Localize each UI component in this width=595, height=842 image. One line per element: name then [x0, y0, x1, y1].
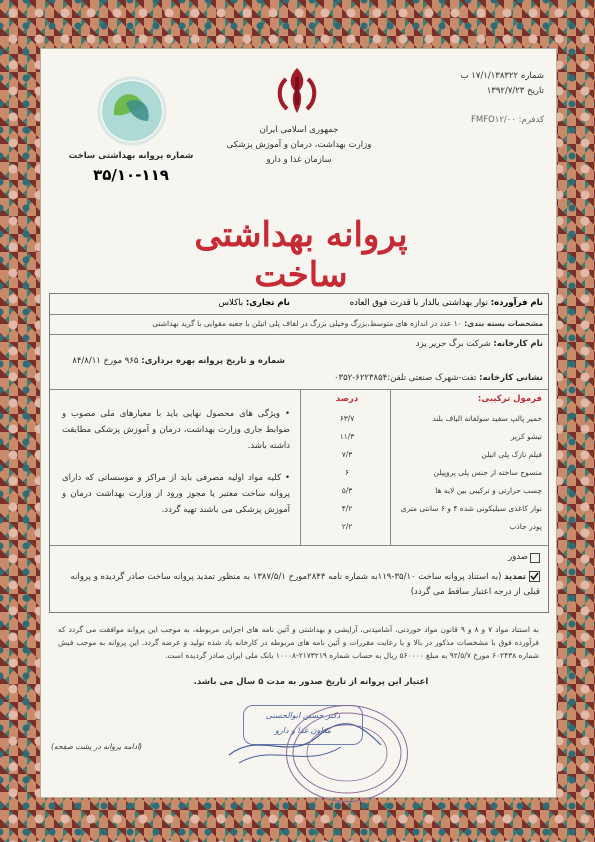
- left-title: شماره پروانه بهداشتی ساخت: [68, 151, 194, 161]
- official-seal-icon: [286, 705, 408, 802]
- product-row: [308, 298, 543, 308]
- ingredient-pct-1: ۶۳/۷: [339, 414, 355, 423]
- number-label: شماره: [520, 71, 544, 81]
- factory-value: شرکت برگ حریر یزد: [415, 339, 491, 349]
- divider: [50, 389, 548, 390]
- renew-row: [60, 570, 540, 600]
- law-text: به استناد مواد ۷ و ۸ و ۹ قانون مواد خوردنی، آشامیدنی، آرایشی و بهداشتی و آئین نامه های اجرایی مربوطه، به موجب این پروانه موافقت می گردد که فرآورده فوق با مشخصات مذکور در بالا و با رعایت مقررات و آئین نامه های مربوطه در کارخانه یاد شده تولید و عرضه گردد. این پروانه به موجب فیش شماره ۶۰۲۴۳۸ مورخ ۹۲/۵/۷ به مبلغ ۵۶۰۰۰۰ ریال به حساب شماره ۲۱۷۳۲۱۹-۱۰۰۰۸ بانک ملی ایران صادر گردیده است.: [58, 625, 540, 660]
- left-number: ۳۵/۱۰-۱۱۹: [93, 166, 169, 184]
- formula-label: فرمول ترکیبی:: [477, 394, 542, 404]
- column-divider: [300, 389, 302, 545]
- details-table: [49, 293, 549, 613]
- signature-name: دکتر حسین ابوالحسنی: [265, 711, 341, 720]
- ingredient-name-6: نوار کاغذی سیلیکونی شده ۴ و ۶ سانتی متری: [400, 504, 542, 513]
- back-note: (ادامه پروانه در پشت صفحه): [51, 742, 143, 751]
- reference-block: [426, 69, 544, 128]
- code-label: کدفرم:: [518, 115, 544, 125]
- ministry-line-3: سازمان غذا و دارو: [266, 155, 332, 165]
- percent-label: درصد: [335, 394, 359, 404]
- packaging-value: ۱۰ عدد در اندازه های متوسط،بزرگ وخیلی بزرگ در لفاف پلی اتیلن با جعبه مقوایی با گرید بهداشتی: [152, 319, 462, 328]
- issue-checkbox: [530, 553, 540, 563]
- ingredient-pct-6: ۴/۲: [341, 504, 353, 513]
- ministry-logo-icon: [94, 73, 170, 149]
- date-row: [426, 84, 544, 99]
- issue-row: [460, 552, 540, 562]
- check-icon: [530, 572, 539, 581]
- brand-label: نام تجاری:: [245, 298, 290, 308]
- address-label: نشانی کارخانه:: [479, 373, 543, 383]
- ingredient-name-5: چسب حرارتی و ترکیبی بین لایه ها: [435, 486, 542, 495]
- note-1: • ویژگی های محصول نهایی باید با معیارهای ملی مصوب و ضوابط جاری وزارت بهداشت، درمان و آموزش پزشکی مطابقت داشته باشد.: [62, 409, 290, 451]
- renew-label: تمدید: [504, 572, 526, 582]
- brand-value: باکلاس: [218, 298, 244, 308]
- ingredient-pct-4: ۶: [344, 468, 350, 477]
- validity-text: اعتبار این پروانه از تاریخ صدور به مدت ۵ سال می باشد.: [193, 677, 429, 687]
- code-row: [426, 113, 544, 128]
- ministry-header: [189, 123, 409, 168]
- divider: [50, 545, 548, 546]
- percent-divider: [390, 389, 392, 545]
- date-value: ۱۳۹۲/۷/۲۳: [486, 86, 525, 96]
- divider: [50, 314, 548, 315]
- certificate-title: پروانه بهداشتی ساخت: [194, 215, 408, 295]
- iran-emblem-icon: [269, 63, 325, 119]
- product-value: نوار بهداشتی بالدار با قدرت فوق العاده: [349, 298, 488, 308]
- license-value: ۹۶۵ مورخ ۸۴/۸/۱۱: [72, 356, 139, 366]
- packaging-row: [55, 319, 543, 328]
- issue-label: صدور: [508, 552, 528, 562]
- brand-row: [55, 298, 290, 308]
- ingredient-pct-3: ۷/۳: [341, 450, 353, 459]
- packaging-label: مشخصات بسته بندی:: [464, 319, 543, 328]
- signature-role: معاون غذا و دارو: [275, 726, 331, 735]
- factory-row: [55, 339, 543, 349]
- ingredient-name-1: خمیر پالپ سفید سولفاته الیاف بلند: [432, 414, 542, 423]
- renew-text: (به استناد پروانه ساخت ۳۵/۱۰-۱۱۹به شماره نامه ۲۸۴۴مورخ ۱۳۸۷/۵/۱ به منظور تمدید پروانه ساخت صادر گردیده و پروانه قبلی از درجه اعتبار ساقط می گردد): [70, 572, 540, 597]
- number-row: [426, 69, 544, 84]
- ministry-line-2: وزارت بهداشت، درمان و آموزش پزشکی: [226, 140, 372, 150]
- divider: [50, 334, 548, 335]
- ingredient-name-2: تیشو کرپر: [510, 432, 542, 441]
- ingredient-name-4: منسوج ساخته از جنس پلی پروپیلن: [433, 468, 542, 477]
- ingredient-pct-7: ۲/۲: [341, 522, 353, 531]
- ingredient-pct-2: ۱۱/۳: [339, 432, 355, 441]
- ministry-line-1: جمهوری اسلامی ایران: [259, 125, 339, 135]
- address-row: [293, 373, 543, 383]
- ingredient-name-7: پودر جاذب: [509, 522, 542, 531]
- address-value: تفت-شهرک صنعتی تلفن:۶۲۲۳۸۵۴-۰۳۵۲: [333, 373, 477, 383]
- ingredient-name-3: فیلم نازک پلی اتیلن: [481, 450, 542, 459]
- note-2: • کلیه مواد اولیه مصرفی باید از مراکز و موسساتی که دارای پروانه ساخت معتبر یا مجوز ورود از وزارت بهداشت درمان و آموزش پزشکی می باشند تهیه گردد.: [62, 473, 290, 515]
- certificate-paper: [40, 48, 557, 798]
- factory-label: نام کارخانه:: [493, 339, 543, 349]
- license-label: شماره و تاریخ پروانه بهره برداری:: [141, 356, 285, 366]
- ingredient-pct-5: ۵/۳: [341, 486, 353, 495]
- code-value: FMFO۱۲/۰۰: [470, 115, 516, 125]
- date-label: تاریخ: [527, 86, 544, 96]
- license-row: [55, 356, 285, 366]
- number-value: ۱۷/۱/۱۳۸۳۲۲ ب: [460, 71, 519, 81]
- product-label: نام فرآورده:: [490, 298, 543, 308]
- renew-checkbox: [529, 571, 540, 582]
